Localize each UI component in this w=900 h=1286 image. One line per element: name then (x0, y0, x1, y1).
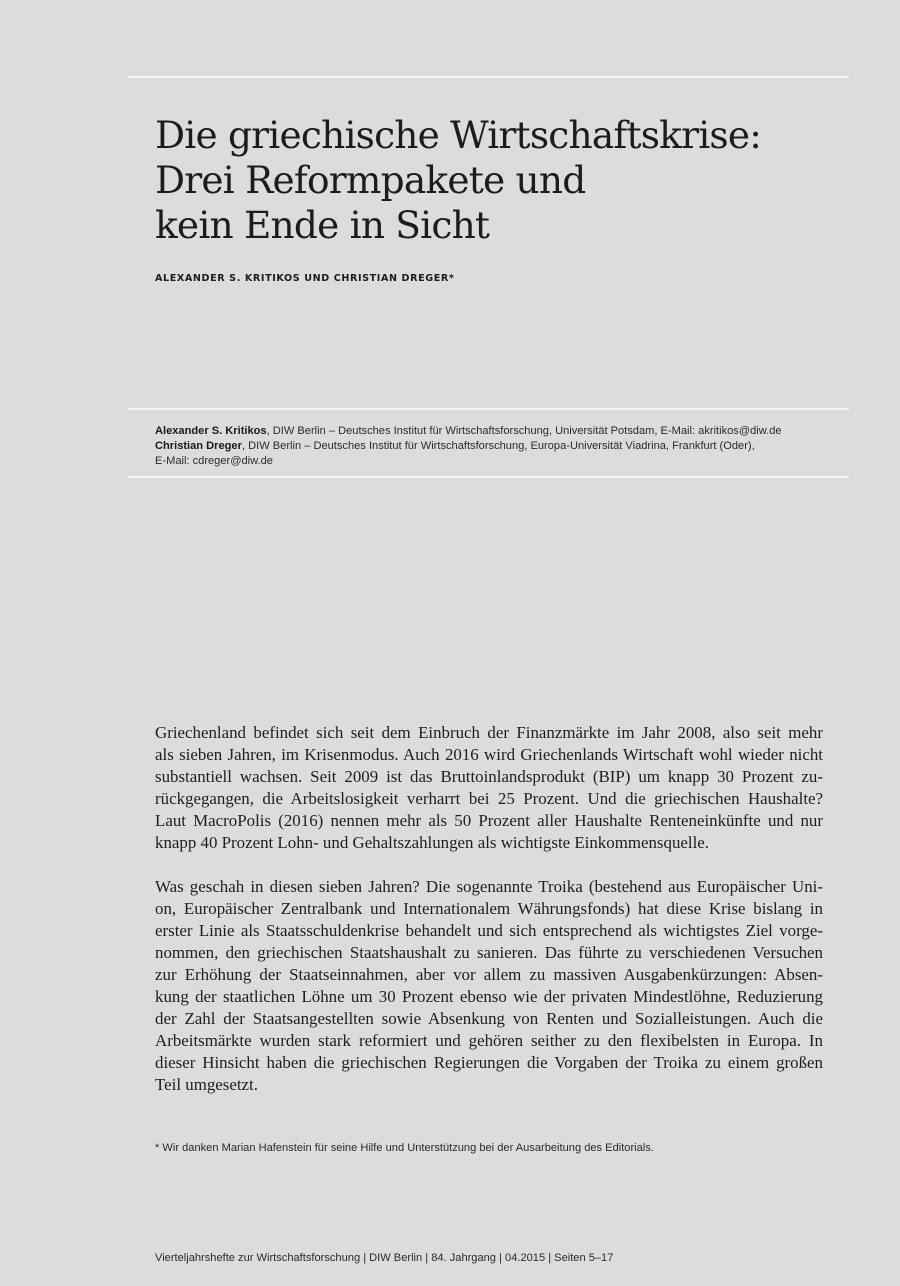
affiliation-email: E-Mail: cdreger@diw.de (155, 455, 273, 467)
text-line: Teil umgesetzt. (155, 1075, 258, 1094)
footnote: * Wir danken Marian Hafenstein für seine Hilfe und Unterstützung bei der Ausarbeitung des Editorials. (155, 1142, 654, 1154)
title-line: Drei Reformpakete und (155, 158, 586, 202)
author-name: Christian Dreger (155, 440, 242, 452)
text-line: kung der staatlichen Löhne um 30 Prozent ebenso wie der privaten Mindestlöhne, Reduzierung (155, 987, 823, 1006)
text-line: Griechenland befindet sich seit dem Einbruch der Finanzmärkte im Jahr 2008, also seit mehr (155, 723, 823, 742)
affiliation-text: , DIW Berlin – Deutsches Institut für Wirtschaftsforschung, Universität Potsdam, E-Mail: akritikos@diw.de (266, 425, 782, 437)
text-line: Was geschah in diesen sieben Jahren? Die sogenannte Troika (bestehend aus Europäischer Uni- (155, 877, 823, 896)
author-name: Alexander S. Kritikos (155, 425, 267, 437)
page-footer: Vierteljahrshefte zur Wirtschaftsforschung | DIW Berlin | 84. Jahrgang | 04.2015 | Seiten 5–17 (155, 1252, 614, 1264)
text-line: rückgegangen, die Arbeitslosigkeit verharrt bei 25 Prozent. Und die griechischen Haushalte? (155, 789, 823, 808)
article-title (155, 113, 845, 248)
text-line: Arbeitsmärkte wurden stark reformiert und gehören seither zu den flexibelsten in Europa. In (155, 1031, 823, 1050)
affiliation-text: , DIW Berlin – Deutsches Institut für Wirtschaftsforschung, Europa-Universität Viadrina, Frankfurt (Oder), (241, 440, 755, 452)
paragraph (155, 722, 823, 854)
title-line: kein Ende in Sicht (155, 203, 490, 247)
affiliation-top-rule (128, 408, 849, 410)
body-text (155, 722, 823, 1118)
text-line: Laut MacroPolis (2016) nennen mehr als 50 Prozent aller Haushalte Renteneinkünfte und nur (155, 811, 823, 830)
text-line: on, Europäischer Zentralbank und Internationalem Währungsfonds) hat diese Krise bislang in (155, 899, 823, 918)
text-line: knapp 40 Prozent Lohn- und Gehaltszahlungen als wichtigste Einkommensquelle. (155, 833, 709, 852)
text-line: als sieben Jahren, im Krisenmodus. Auch 2016 wird Griechenlands Wirtschaft wohl wieder nicht (155, 745, 823, 764)
affiliation-line (155, 424, 845, 439)
text-line: zur Erhöhung der Staatseinnahmen, aber vor allem zu massiven Ausgabenkürzungen: Absen- (155, 965, 823, 984)
author-byline: ALEXANDER S. KRITIKOS UND CHRISTIAN DREGER* (155, 273, 455, 284)
text-line: nommen, den griechischen Staatshaushalt zu sanieren. Das führte zu verschiedenen Versuchen (155, 943, 823, 962)
text-line: substantiell wachsen. Seit 2009 ist das Bruttoinlandsprodukt (BIP) um knapp 30 Prozent zu- (155, 767, 823, 786)
text-line: dieser Hinsicht haben die griechischen Regierungen die Vorgaben der Troika zu einem großen (155, 1053, 823, 1072)
affiliation-line (155, 439, 845, 454)
top-rule (128, 76, 849, 78)
affiliation-bottom-rule (128, 476, 849, 478)
author-affiliations (155, 424, 845, 469)
paragraph (155, 876, 823, 1096)
text-line: der Zahl der Staatsangestellten sowie Absenkung von Renten und Sozialleistungen. Auch die (155, 1009, 823, 1028)
title-line: Die griechische Wirtschaftskrise: (155, 113, 762, 157)
text-line: erster Linie als Staatsschuldenkrise behandelt und sich entsprechend als wichtigstes Ziel vorge- (155, 921, 823, 940)
